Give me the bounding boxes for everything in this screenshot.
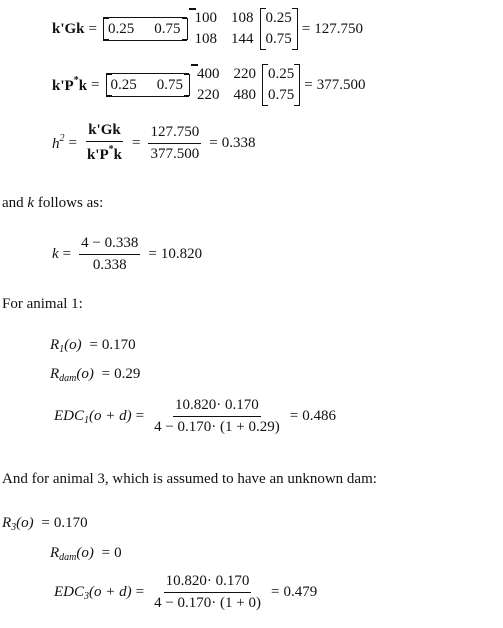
kpk-result: 377.500 [316, 76, 366, 93]
row-vector-cell: 0.75 [156, 76, 183, 93]
row-vector-cell: 0.25 [108, 20, 135, 37]
fraction [152, 397, 282, 436]
matrix-cell: 108 [231, 10, 254, 26]
k-result: 10.820 [160, 246, 203, 262]
fraction-numerator: 4 − 0.338 [79, 235, 140, 255]
column-vector-cell: 0.75 [265, 31, 292, 47]
fraction [79, 235, 140, 274]
equation-r3: $R_3(o) = 0.170$ [2, 515, 88, 533]
fraction-denominator: 377.500 [150, 145, 200, 162]
edc3-lhs: $EDC_3(o + d)$ [54, 583, 132, 602]
matrix-cell: 220 [197, 87, 220, 103]
row-vector-cell: 0.75 [154, 20, 181, 37]
edc1-result: 0.486 [302, 408, 336, 424]
fraction-symbolic [85, 122, 124, 164]
equation-k: k = $\frac{4 - 0.338}{0.338}$ = 10.820 [52, 235, 203, 273]
equation-edc1: $EDC_1(o + d)$ = $\frac{10.820\cdot 0.170}{4 - 0.170\cdot (1 + 0.29)}$ = 0.486 [54, 397, 336, 435]
matrix-cell: 100 [194, 10, 217, 26]
matrix-cell: 220 [233, 66, 256, 82]
equation-r1: $R_1(o) = 0.170$ [50, 337, 136, 355]
column-vector-cell: 0.25 [265, 10, 292, 26]
matrix-cell: 108 [194, 31, 217, 47]
matrix-cell: 144 [231, 31, 254, 47]
equation-kgk: k'Gk = 0.25 0.75 100 108 108 144 0.25 0.75 = 127.750 [52, 8, 363, 50]
column-vector-cell: 0.25 [268, 66, 295, 82]
fraction-numerator: 10.820· 0.170 [173, 397, 261, 417]
k-lhs: k [52, 246, 59, 262]
h2-result: 0.338 [221, 134, 256, 151]
paragraph-animal-3: And for animal 3, which is assumed to have an unknown dam: [2, 471, 377, 487]
matrix-g [190, 8, 259, 50]
fraction-numerator: 10.820· 0.170 [164, 573, 252, 593]
equation-rdam-1: $R_{dam}(o) = 0.29$ [50, 366, 141, 384]
equation-h2: $h^2$ = $\frac{k'Gk}{k'P^*k}$ = $\frac{127.750}{377.500}$ = 0.338 [52, 122, 256, 163]
equation-edc3: $EDC_3(o + d)$ = $\frac{10.820\cdot 0.170}{4 - 0.170\cdot (1 + 0)}$ = 0.479 [54, 573, 318, 611]
kgk-lhs: k'Gk [52, 20, 85, 37]
kgk-result: 127.750 [314, 20, 363, 37]
fraction-denominator: 0.338 [92, 257, 127, 273]
row-vector [106, 73, 190, 97]
column-vector [261, 8, 297, 50]
row-vector [103, 17, 187, 41]
equation-rdam-3: $R_{dam}(o) = 0$ [50, 545, 122, 563]
fraction-numeric [148, 124, 201, 163]
fraction-denominator: 4 − 0.170· (1 + 0) [154, 595, 261, 611]
edc1-lhs: $EDC_1(o + d)$ [54, 407, 132, 426]
matrix-p [192, 64, 261, 106]
fraction-numerator: k'Gk [86, 122, 123, 142]
fraction-denominator: k'P*k [86, 144, 122, 163]
column-vector-cell: 0.75 [268, 87, 295, 103]
edc3-result: 0.479 [283, 584, 318, 600]
h2-lhs: $h^2$ [52, 133, 65, 152]
row-vector-cell: 0.25 [110, 76, 137, 93]
equation-kpk: k'P*k = 0.25 0.75 400 220 220 480 0.25 0.75 = 377.500 [52, 64, 365, 106]
paragraph-k-follows: and k follows as: [2, 195, 104, 211]
kpk-lhs: k'P*k [52, 75, 88, 94]
column-vector [263, 64, 299, 106]
fraction [152, 573, 263, 612]
fraction-denominator: 4 − 0.170· (1 + 0.29) [154, 419, 280, 435]
fraction-numerator: 127.750 [148, 124, 201, 144]
matrix-cell: 480 [233, 87, 256, 103]
matrix-cell: 400 [197, 66, 220, 82]
paragraph-animal-1: For animal 1: [2, 296, 83, 312]
